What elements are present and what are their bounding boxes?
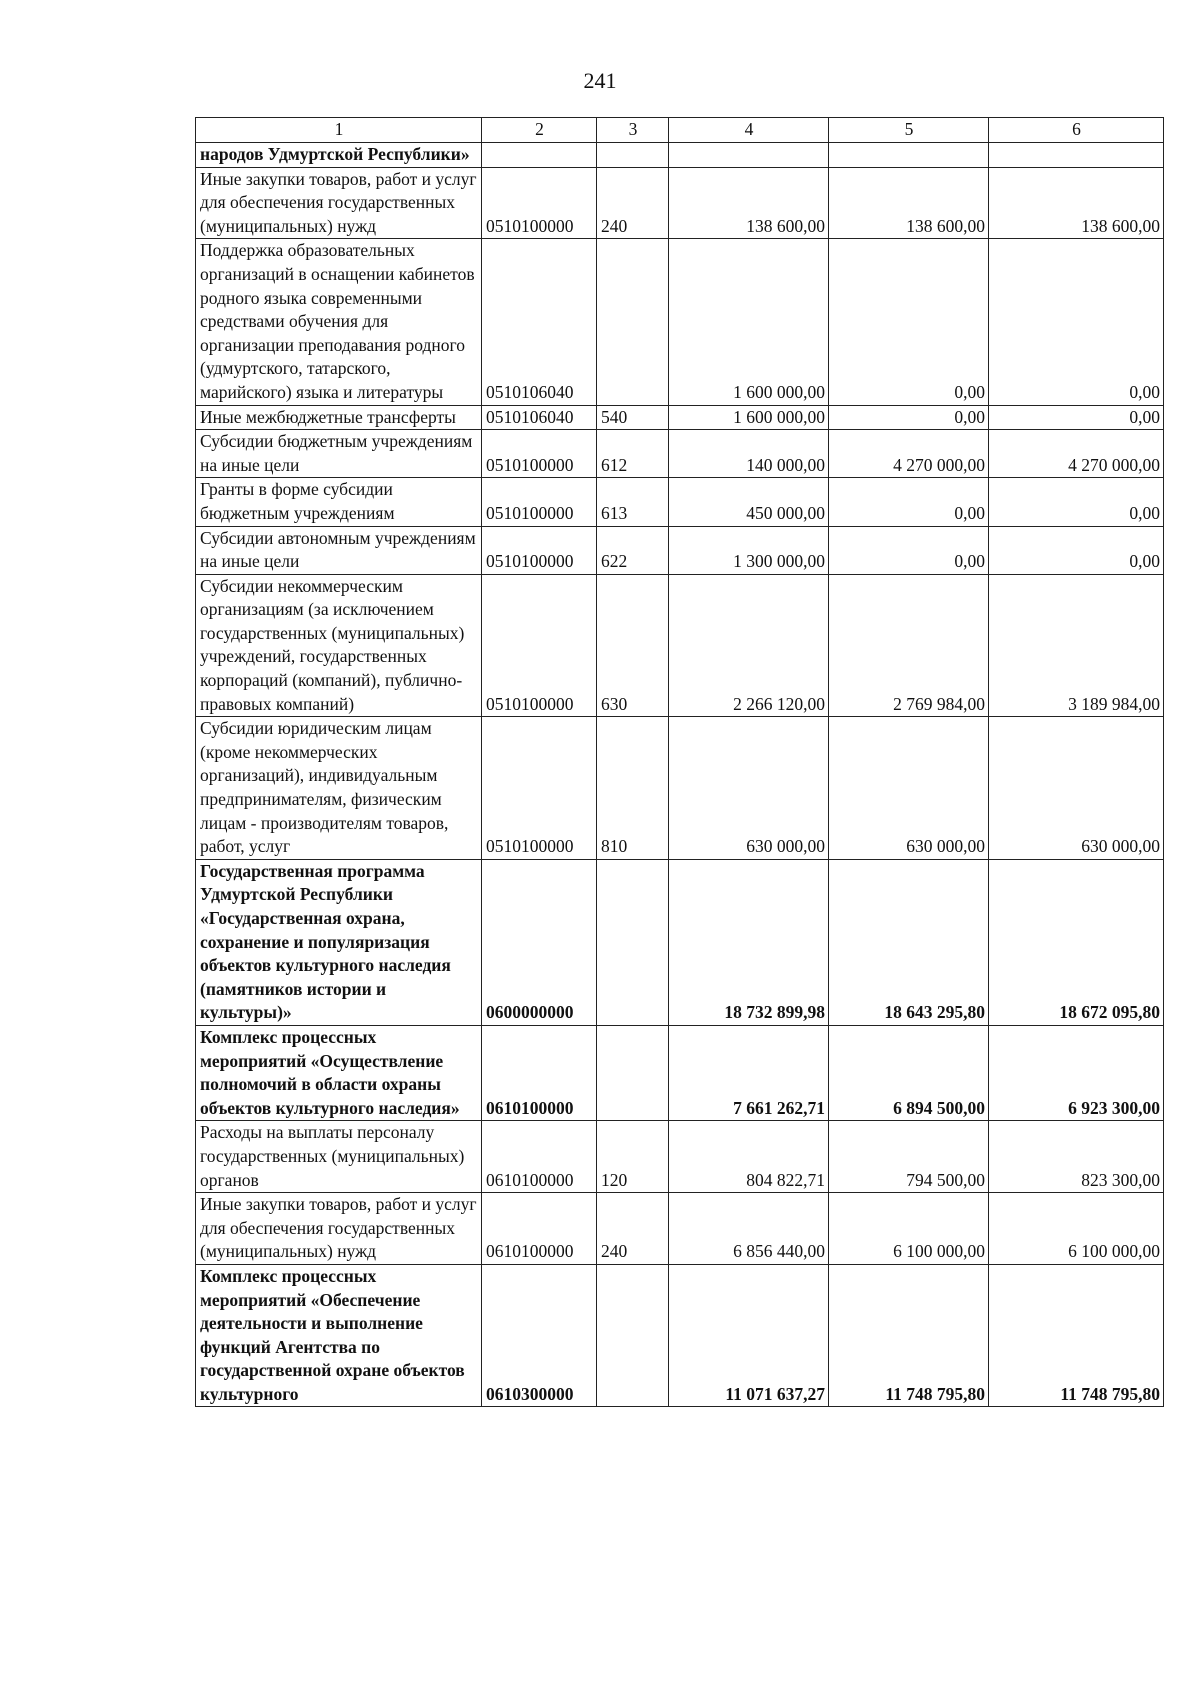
row-amount-col4: 630 000,00: [669, 717, 829, 860]
row-amount-col6: 6 923 300,00: [989, 1025, 1164, 1120]
row-amount-col4: 804 822,71: [669, 1121, 829, 1193]
row-expense-type: [597, 859, 669, 1025]
row-amount-col5: 138 600,00: [829, 167, 989, 239]
row-expense-type: 120: [597, 1121, 669, 1193]
table-row: [196, 405, 1164, 430]
row-expense-type: 622: [597, 526, 669, 574]
row-target-code: 0510106040: [482, 239, 597, 405]
row-name: Государственная программа Удмуртской Республики «Государственная охрана, сохранение и популяризация объектов культурного наследия (памятников истории и культуры)»: [196, 859, 482, 1025]
row-expense-type: [597, 143, 669, 168]
row-amount-col6: 6 100 000,00: [989, 1193, 1164, 1265]
row-amount-col6: 138 600,00: [989, 167, 1164, 239]
row-expense-type: 240: [597, 167, 669, 239]
row-amount-col5: [829, 143, 989, 168]
row-expense-type: 240: [597, 1193, 669, 1265]
row-target-code: 0510100000: [482, 167, 597, 239]
table-row: [196, 859, 1164, 1025]
header-row: [196, 118, 1164, 143]
row-amount-col5: 630 000,00: [829, 717, 989, 860]
row-expense-type: 540: [597, 405, 669, 430]
header-cell-6: 6: [989, 118, 1164, 143]
header-cell-3: 3: [597, 118, 669, 143]
row-amount-col5: 6 100 000,00: [829, 1193, 989, 1265]
row-amount-col4: 1 600 000,00: [669, 405, 829, 430]
row-name: Субсидии юридическим лицам (кроме некоммерческих организаций), индивидуальным предпринимателям, физическим лицам - производителям товаров, работ, услуг: [196, 717, 482, 860]
table-row: [196, 239, 1164, 405]
table-row: [196, 526, 1164, 574]
table-row: [196, 167, 1164, 239]
row-target-code: 0510100000: [482, 717, 597, 860]
header-cell-5: 5: [829, 118, 989, 143]
row-expense-type: 612: [597, 430, 669, 478]
row-expense-type: [597, 1025, 669, 1120]
row-amount-col5: 0,00: [829, 478, 989, 526]
row-amount-col6: 0,00: [989, 405, 1164, 430]
table-row: [196, 1264, 1164, 1407]
row-target-code: 0610100000: [482, 1121, 597, 1193]
row-amount-col6: 630 000,00: [989, 717, 1164, 860]
row-name: Иные межбюджетные трансферты: [196, 405, 482, 430]
row-expense-type: 630: [597, 574, 669, 717]
row-name: Гранты в форме субсидии бюджетным учреждениям: [196, 478, 482, 526]
row-amount-col4: 6 856 440,00: [669, 1193, 829, 1265]
row-target-code: 0510100000: [482, 478, 597, 526]
row-expense-type: 810: [597, 717, 669, 860]
row-amount-col5: 0,00: [829, 405, 989, 430]
row-amount-col4: 450 000,00: [669, 478, 829, 526]
row-amount-col5: 11 748 795,80: [829, 1264, 989, 1407]
row-amount-col4: 2 266 120,00: [669, 574, 829, 717]
row-name: народов Удмуртской Республики»: [196, 143, 482, 168]
row-name: Расходы на выплаты персоналу государственных (муниципальных) органов: [196, 1121, 482, 1193]
row-amount-col4: 1 300 000,00: [669, 526, 829, 574]
row-name: Иные закупки товаров, работ и услуг для обеспечения государственных (муниципальных) нужд: [196, 167, 482, 239]
row-amount-col5: 2 769 984,00: [829, 574, 989, 717]
row-amount-col5: 0,00: [829, 526, 989, 574]
row-target-code: 0600000000: [482, 859, 597, 1025]
row-target-code: 0610100000: [482, 1025, 597, 1120]
row-amount-col6: 0,00: [989, 239, 1164, 405]
row-amount-col4: 7 661 262,71: [669, 1025, 829, 1120]
row-target-code: 0510100000: [482, 430, 597, 478]
row-amount-col6: [989, 143, 1164, 168]
row-name: Субсидии некоммерческим организациям (за исключением государственных (муниципальных) учреждений, государственных корпораций (компаний), публично-правовых компаний): [196, 574, 482, 717]
row-name: Комплекс процессных мероприятий «Осуществление полномочий в области охраны объектов культурного наследия»: [196, 1025, 482, 1120]
row-amount-col4: 11 071 637,27: [669, 1264, 829, 1407]
row-amount-col4: 138 600,00: [669, 167, 829, 239]
row-target-code: 0610100000: [482, 1193, 597, 1265]
table-row: [196, 717, 1164, 860]
row-expense-type: [597, 1264, 669, 1407]
header-cell-4: 4: [669, 118, 829, 143]
row-name: Субсидии автономным учреждениям на иные цели: [196, 526, 482, 574]
row-name: Иные закупки товаров, работ и услуг для обеспечения государственных (муниципальных) нужд: [196, 1193, 482, 1265]
row-amount-col5: 4 270 000,00: [829, 430, 989, 478]
row-amount-col5: 18 643 295,80: [829, 859, 989, 1025]
row-amount-col6: 11 748 795,80: [989, 1264, 1164, 1407]
row-amount-col6: 823 300,00: [989, 1121, 1164, 1193]
row-amount-col5: 794 500,00: [829, 1121, 989, 1193]
row-target-code: 0510100000: [482, 574, 597, 717]
row-amount-col4: 18 732 899,98: [669, 859, 829, 1025]
row-amount-col6: 0,00: [989, 526, 1164, 574]
page-number: 241: [583, 68, 617, 93]
table-row: [196, 1121, 1164, 1193]
row-amount-col6: 0,00: [989, 478, 1164, 526]
table-row: [196, 430, 1164, 478]
row-name: Поддержка образовательных организаций в оснащении кабинетов родного языка современными средствами обучения для организации преподавания родного (удмуртского, татарского, марийского) языка и литературы: [196, 239, 482, 405]
row-name: Субсидии бюджетным учреждениям на иные цели: [196, 430, 482, 478]
row-amount-col6: 3 189 984,00: [989, 574, 1164, 717]
row-target-code: 0510100000: [482, 526, 597, 574]
row-amount-col5: 0,00: [829, 239, 989, 405]
header-cell-1: 1: [196, 118, 482, 143]
row-target-code: 0510106040: [482, 405, 597, 430]
row-amount-col4: 1 600 000,00: [669, 239, 829, 405]
row-amount-col6: 4 270 000,00: [989, 430, 1164, 478]
row-amount-col4: 140 000,00: [669, 430, 829, 478]
row-amount-col5: 6 894 500,00: [829, 1025, 989, 1120]
row-expense-type: 613: [597, 478, 669, 526]
row-expense-type: [597, 239, 669, 405]
row-amount-col4: [669, 143, 829, 168]
table-row: [196, 1025, 1164, 1120]
header-cell-2: 2: [482, 118, 597, 143]
table-row: [196, 1193, 1164, 1265]
row-amount-col6: 18 672 095,80: [989, 859, 1164, 1025]
budget-table: [195, 117, 1164, 1407]
table-row: [196, 478, 1164, 526]
row-target-code: [482, 143, 597, 168]
table-row: [196, 574, 1164, 717]
table-row: [196, 143, 1164, 168]
row-target-code: 0610300000: [482, 1264, 597, 1407]
row-name: Комплекс процессных мероприятий «Обеспечение деятельности и выполнение функций Агентства по государственной охране объектов культурного: [196, 1264, 482, 1407]
